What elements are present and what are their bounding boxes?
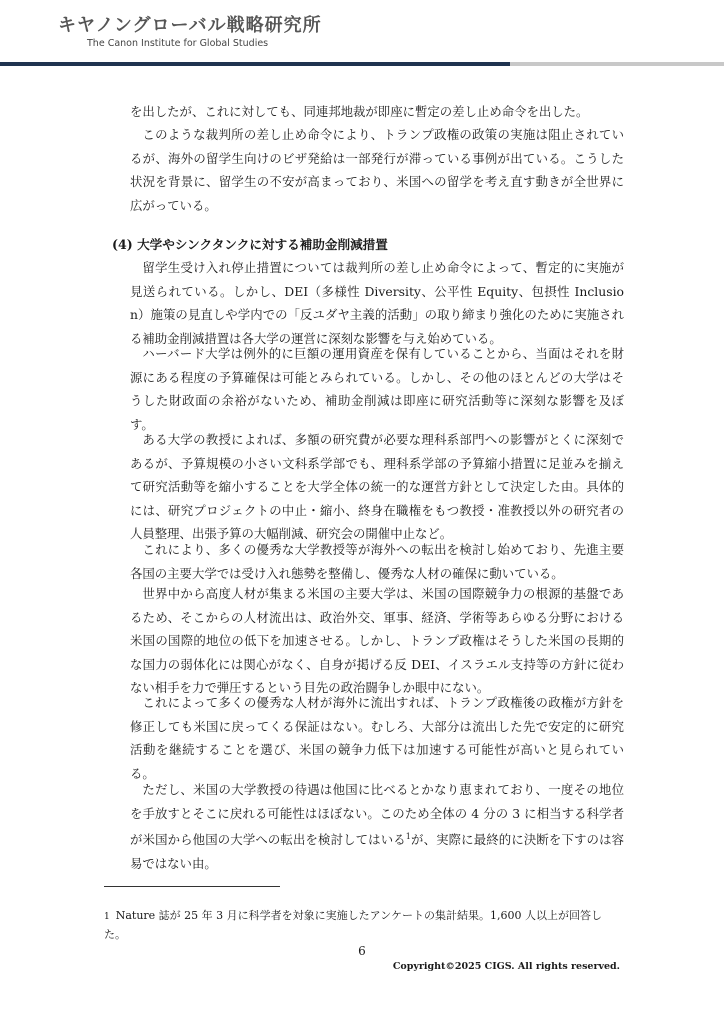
paragraph-9 [130,778,624,875]
paragraph-9-text: ただし、米国の大学教授の待遇は他国に比べるとかなり恵まれており、一度その地位を手放すとそこに戻れる可能性はほぼない。このため全体の 4 分の 3 に相当する科学者が米国から他国の大学への転出を検討してはいる [130,782,624,848]
paragraph-1: を出したが、これに対しても、同連邦地裁が即座に暫定の差し止め命令を出した。 [130,104,589,119]
footnote-mark: 1 [104,912,110,922]
org-logo-en: The Canon Institute for Global Studies [87,38,269,49]
section-heading: (4) 大学やシンクタンクに対する補助金削減措置 [112,237,388,252]
page-header [0,0,724,70]
paragraph-8: これによって多くの優秀な人材が海外に流出すれば、トランプ政権後の政権が方針を修正しても米国に戻ってくる保証はない。むしろ、大部分は流出した先で安定的に研究活動を継続することを選び、米国の競争力低下は加速する可能性が高いと見られている。 [130,695,624,781]
paragraph-5: ある大学の教授によれば、多額の研究費が必要な理科系部門への影響がとくに深刻であるが、予算規模の小さい文科系学部でも、理科系学部の予算縮小措置に足並みを揃えて研究活動等を縮小することを大学全体の統一的な運営方針として決定した由。具体的には、研究プロジェクトの中止・縮小、終身在職権をもつ教授・准教授以外の研究者の人員整理、出張予算の大幅削減、研究会の開催中止など。 [130,432,624,541]
paragraph-6: これにより、多くの優秀な大学教授等が海外への転出を検討し始めており、先進主要各国の主要大学では受け入れ態勢を整備し、優秀な人材の確保に動いている。 [130,542,624,581]
footnote-text: Nature 誌が 25 年 3 月に科学者を対象に実施したアンケートの集計結果。1,600 人以上が回答した。 [104,909,602,941]
page-number: 6 [358,944,366,958]
paragraph-7: 世界中から高度人材が集まる米国の主要大学は、米国の国際競争力の根源的基盤であるため、そこからの人材流出は、政治外交、軍事、経済、学術等あらゆる分野における米国の国際的地位の低下を加速させる。しかし、トランプ政権はそうした米国の長期的な国力の弱体化には関心がなく、自身が掲げる反 DEI、イスラエル支持等の方針に従わない相手を力で弾圧するという目先の政治闘争しか眼中にない。 [130,586,624,695]
footnote-divider [104,886,280,887]
header-rule-dark [0,62,510,66]
paragraph-9-text-end: が、実際に最終的に決断を下すのは容易ではない由。 [130,832,625,871]
footnote [104,907,622,943]
paragraph-2: このような裁判所の差し止め命令により、トランプ政権の政策の実施は阻止されているが、海外の留学生向けのビザ発給は一部発行が滞っている事例が出ている。こうした状況を背景に、留学生の不安が高まっており、米国への留学を考え直す動きが全世界に広がっている。 [130,127,624,213]
paragraph-4: ハーバード大学は例外的に巨額の運用資産を保有していることから、当面はそれを財源にある程度の予算確保は可能とみられている。しかし、その他のほとんどの大学はそうした財政面の余裕がないため、補助金削減は即座に研究活動等に深刻な影響を及ぼす。 [130,346,624,432]
copyright-notice: Copyright©2025 CIGS. All rights reserved. [392,961,620,972]
header-rule-light [510,62,724,66]
org-logo-jp: キヤノングローバル戦略研究所 [58,15,322,36]
paragraph-3: 留学生受け入れ停止措置については裁判所の差し止め命令によって、暫定的に実施が見送られている。しかし、DEI（多様性 Diversity、公平性 Equity、包摂性 Inclusion）施策の見直しや学内での「反ユダヤ主義的活動」の取り締まり強化のために実施される補助金削減措置は各大学の運営に深刻な影響を与え始めている。 [130,260,624,346]
footnote-reference[interactable]: 1 [405,832,411,841]
